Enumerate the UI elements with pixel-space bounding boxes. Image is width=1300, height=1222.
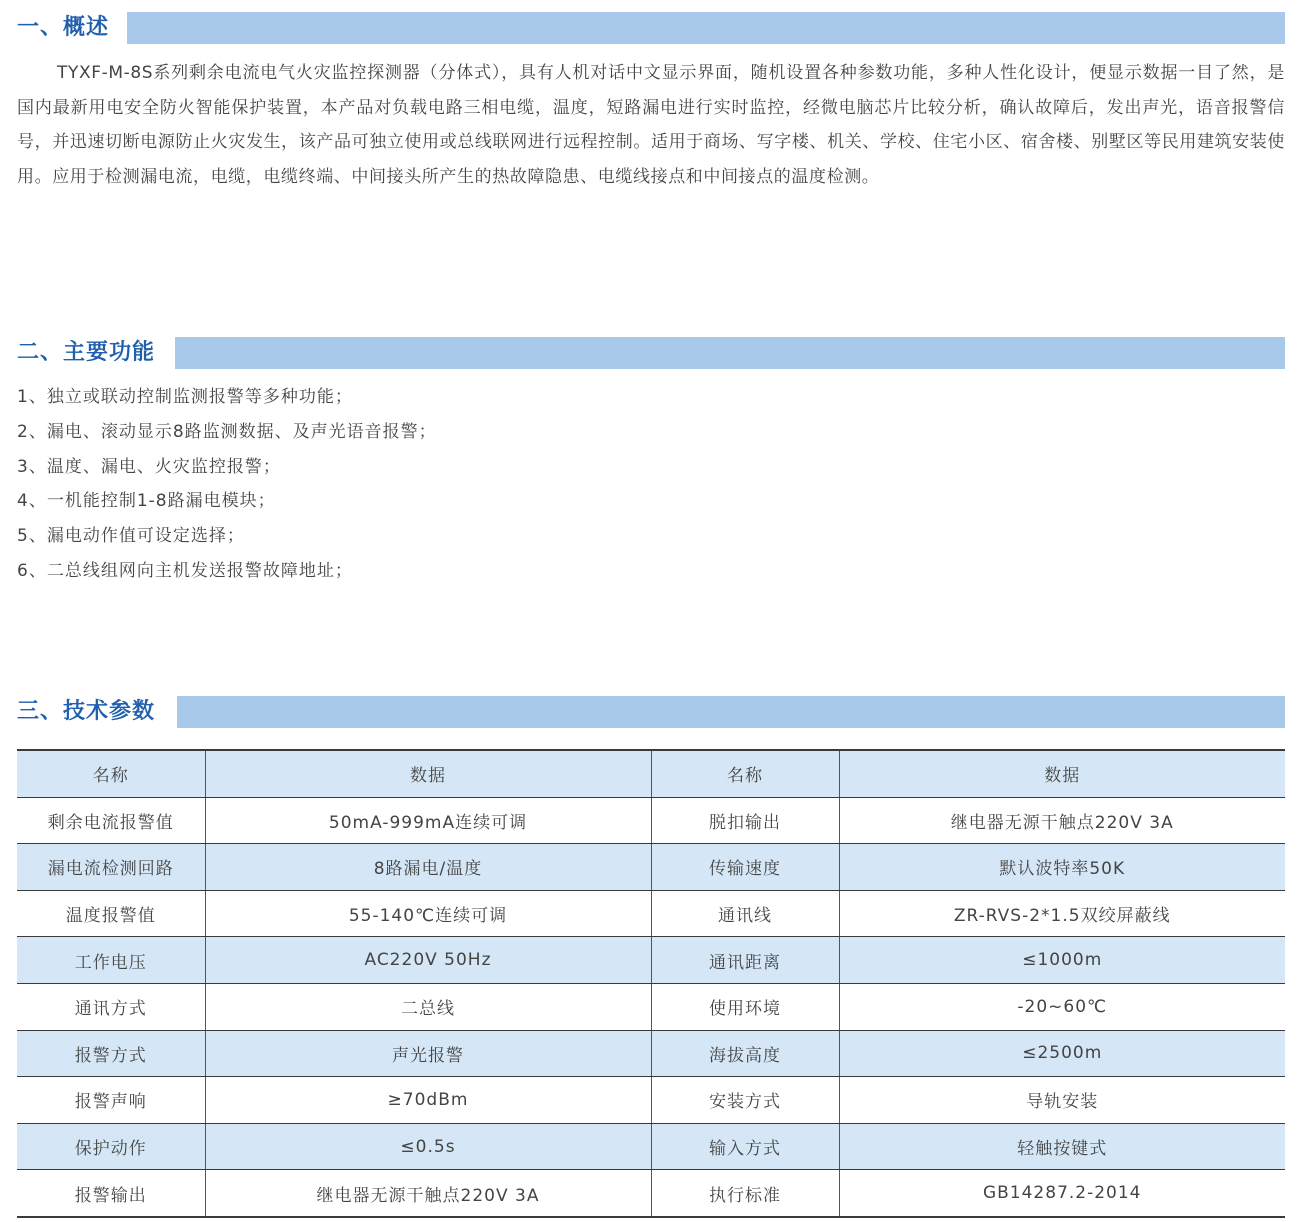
table-cell: ZR-RVS-2*1.5双绞屏蔽线 bbox=[839, 890, 1285, 937]
table-cell: 报警输出 bbox=[17, 1170, 205, 1217]
table-cell: 工作电压 bbox=[17, 937, 205, 984]
section-header-specs bbox=[17, 696, 1285, 728]
table-cell: 漏电流检测回路 bbox=[17, 844, 205, 891]
table-cell: 报警方式 bbox=[17, 1030, 205, 1077]
section-bar bbox=[127, 12, 1285, 44]
table-cell: ≤1000m bbox=[839, 937, 1285, 984]
table-cell: 55-140℃连续可调 bbox=[205, 890, 651, 937]
list-item: 4、一机能控制1-8路漏电模块； bbox=[17, 491, 276, 512]
table-cell: 声光报警 bbox=[205, 1030, 651, 1077]
table-cell: 剩余电流报警值 bbox=[17, 797, 205, 844]
table-cell: 输入方式 bbox=[651, 1123, 839, 1170]
spec-table bbox=[17, 749, 1285, 1218]
table-row bbox=[17, 983, 1285, 1030]
section-header-overview bbox=[17, 12, 1285, 44]
table-row bbox=[17, 1123, 1285, 1170]
table-cell: ≤0.5s bbox=[205, 1123, 651, 1170]
table-cell: 二总线 bbox=[205, 983, 651, 1030]
table-cell: 温度报警值 bbox=[17, 890, 205, 937]
table-cell: ≥70dBm bbox=[205, 1077, 651, 1124]
list-item: 5、漏电动作值可设定选择； bbox=[17, 526, 245, 547]
table-cell: 50mA-999mA连续可调 bbox=[205, 797, 651, 844]
table-cell: 通讯距离 bbox=[651, 937, 839, 984]
list-item: 3、温度、漏电、火灾监控报警； bbox=[17, 456, 281, 477]
function-list bbox=[17, 380, 437, 589]
section-title: 二、主要功能 bbox=[17, 340, 156, 365]
table-row bbox=[17, 890, 1285, 937]
list-item: 6、二总线组网向主机发送报警故障地址； bbox=[17, 560, 353, 581]
table-row bbox=[17, 797, 1285, 844]
table-cell: 报警声响 bbox=[17, 1077, 205, 1124]
table-cell: 通讯线 bbox=[651, 890, 839, 937]
table-row bbox=[17, 1170, 1285, 1217]
table-row bbox=[17, 1077, 1285, 1124]
column-header: 名称 bbox=[17, 750, 205, 797]
table-header-row bbox=[17, 750, 1285, 797]
section-header-functions bbox=[17, 337, 1285, 369]
table-cell: 安装方式 bbox=[651, 1077, 839, 1124]
table-cell: 继电器无源干触点220V 3A bbox=[839, 797, 1285, 844]
table-row bbox=[17, 937, 1285, 984]
table-cell: AC220V 50Hz bbox=[205, 937, 651, 984]
table-cell: -20~60℃ bbox=[839, 983, 1285, 1030]
table-cell: GB14287.2-2014 bbox=[839, 1170, 1285, 1217]
table-cell: 脱扣输出 bbox=[651, 797, 839, 844]
section-title: 三、技术参数 bbox=[17, 699, 156, 724]
list-item: 2、漏电、滚动显示8路监测数据、及声光语音报警； bbox=[17, 421, 437, 442]
table-cell: 导轨安装 bbox=[839, 1077, 1285, 1124]
section-bar bbox=[177, 696, 1285, 728]
table-cell: 轻触按键式 bbox=[839, 1123, 1285, 1170]
table-cell: 默认波特率50K bbox=[839, 844, 1285, 891]
column-header: 名称 bbox=[651, 750, 839, 797]
section-title: 一、概述 bbox=[17, 15, 110, 40]
table-cell: 海拔高度 bbox=[651, 1030, 839, 1077]
overview-paragraph: TYXF-M-8S系列剩余电流电气火灾监控探测器（分体式），具有人机对话中文显示界面，随机设置各种参数功能，多种人性化设计，便显示数据一目了然，是国内最新用电安全防火智能保护装置，本产品对负载电路三相电缆，温度，短路漏电进行实时监控，经微电脑芯片比较分析，确认故障后，发出声光，语音报警信号，并迅速切断电源防止火灾发生，该产品可独立使用或总线联网进行远程控制。适用于商场、写字楼、机关、学校、住宅小区、宿舍楼、别墅区等民用建筑安装使用。应用于检测漏电流，电缆，电缆终端、中间接头所产生的热故障隐患、电缆线接点和中间接点的温度检测。 bbox=[17, 63, 1285, 187]
table-cell: 传输速度 bbox=[651, 844, 839, 891]
column-header: 数据 bbox=[205, 750, 651, 797]
table-row bbox=[17, 844, 1285, 891]
column-header: 数据 bbox=[839, 750, 1285, 797]
table-cell: 执行标准 bbox=[651, 1170, 839, 1217]
table-cell: 保护动作 bbox=[17, 1123, 205, 1170]
table-row bbox=[17, 1030, 1285, 1077]
list-item: 1、独立或联动控制监测报警等多种功能； bbox=[17, 387, 353, 407]
table-cell: 继电器无源干触点220V 3A bbox=[205, 1170, 651, 1217]
table-cell: ≤2500m bbox=[839, 1030, 1285, 1077]
table-cell: 8路漏电/温度 bbox=[205, 844, 651, 891]
table-cell: 使用环境 bbox=[651, 983, 839, 1030]
table-cell: 通讯方式 bbox=[17, 983, 205, 1030]
section-bar bbox=[175, 337, 1285, 369]
